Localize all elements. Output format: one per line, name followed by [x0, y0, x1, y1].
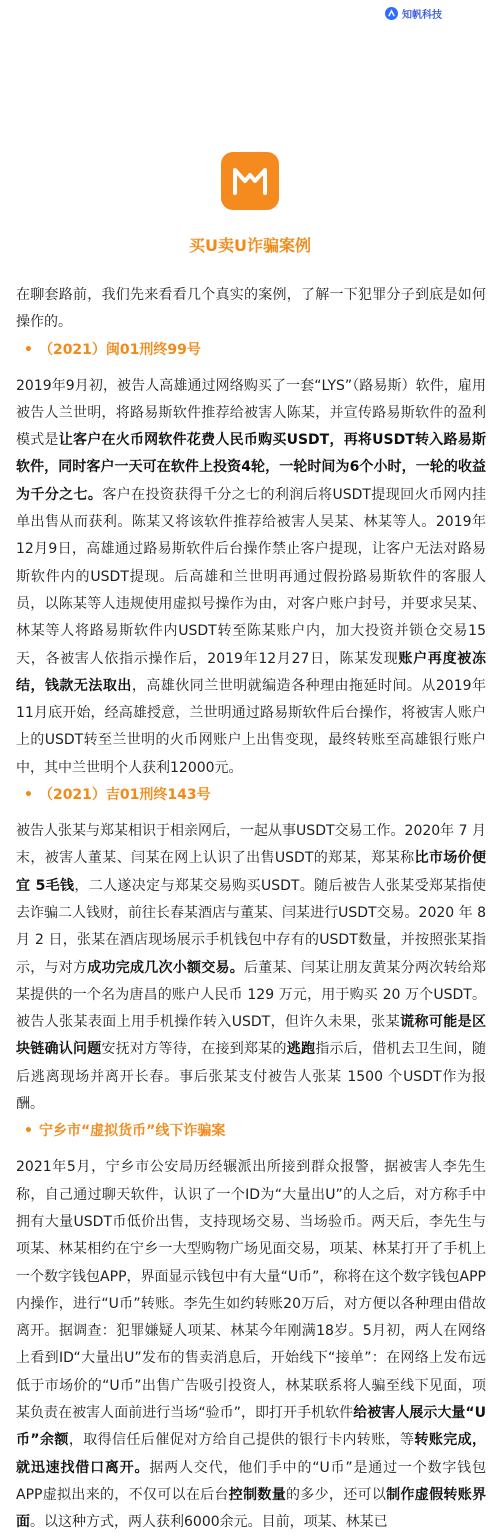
- brand-logo-icon: [385, 7, 398, 20]
- case-heading-2: • （2021）吉01刑终143号: [24, 787, 211, 804]
- case-paragraph-3: 2021年5月，宁乡市公安局历经辗派出所接到群众报警，据被害人李先生称，自己通过聊天软件，认识了一个ID为“大量出U”的人之后，对方称手中拥有大量USDT币低价出售，支持现场交易、当场验币。两天后，李先生与项某、林某相约在宁乡一大型购物广场见面交易，项某、林某打开了手机上一个数字钱包APP，界面显示钱包中有大量“U币”，称将在这个数字钱包APP内操作，进行“U币”转账。李先生如约转账20万后，对方便以各种理由借故离开。据调查：犯罪嫌疑人项某、林某今年刚满18岁。5月初，两人在网络上看到ID“大量出U”发布的售卖消息后，开始线下“接单”：在网络上发布远低于市场价的“U币”出售广告吸引投资人，林某联系将人骗至线下见面，项某负责在被害人面前进行当场“验币”，即打开手机软件给被害人展示大量“U币”余额，取得信任后催促对方给自己提供的银行卡内转账，等转账完成，就迅速找借口离开。据两人交代，他们手中的“U币”是通过一个数字钱包APP虚拟出来的，不仅可以在后台控制数量的多少，还可以制作虚假转账界面。以这种方式，两人获利6000余元。目前，项某、林某已: [16, 1159, 487, 1531]
- brand-name: 知帆科技: [402, 9, 442, 21]
- case-heading-1: • （2021）闽01刑终99号: [24, 341, 201, 358]
- brand: [385, 6, 442, 20]
- top-bar: [0, 0, 500, 28]
- intro-paragraph: 在聊套路前，我们先来看看几个真实的案例，了解一下犯罪分子到底是如何操作的。: [16, 287, 486, 331]
- article-body: [16, 282, 486, 1536]
- case-paragraph-1: 2019年9月初，被告人高雄通过网络购买了一套“LYS”（路易斯）软件，雇用被告人兰世明，将路易斯软件推荐给被害人陈某，并宣传路易斯软件的盈利模式是让客户在火币网软件花费人民币购买USDT，再将USDT转入路易斯软件，同时客户一天可在软件上投资4轮，一轮时间为6个小时，一轮的收益为千分之七。客户在投资获得千分之七的利润后将USDT提现回火币网内挂单出售从而获利。陈某又将该软件推荐给被害人吴某、林某等人。2019年12月9日，高雄通过路易斯软件后台操作禁止客户提现，让客户无法对路易斯软件内的USDT提现。后高雄和兰世明再通过假扮路易斯软件的客服人员，以陈某等人违规使用虚拟号操作为由，对客户账户封号，并要求吴某、林某等人将路易斯软件内USDT转至陈某账户内，加大投资并锁仓交易15天，各被害人依指示操作后，2019年12月27日，陈某发现账户再度被冻结，钱款无法取出，高雄伙同兰世明就编造各种理由拖延时间。从2019年11月底开始，经高雄授意，兰世明通过路易斯软件后台操作，将被害人账户上的USDT转至兰世明的火币网账户上出售变现，最终转账至高雄银行账户中，其中兰世明个人获利12000元。: [16, 377, 487, 776]
- case-heading-3: • 宁乡市“虚拟货币”线下诈骗案: [24, 1123, 226, 1140]
- page-title: 买U卖U诈骗案例: [189, 236, 311, 255]
- case-paragraph-2: 被告人张某与郑某相识于相亲网后，一起从事USDT交易工作。2020年 7 月末，被害人董某、闫某在网上认识了出售USDT的郑某，郑某称比市场价便宜 5毛钱，二人遂决定与郑某交易购买USDT。随后被告人张某受郑某指使去诈骗二人钱财，前往长春某酒店与董某、闫某进行USDT交易。2020 年 8 月 2 日，张某在酒店现场展示手机钱包中存有的USDT数量，并按照张某指示，与对方成功完成几次小额交易。后董某、闫某让朋友黄某分两次转给郑某提供的一个名为唐昌的账户人民币 129 万元，用于购买 20 万个USDT。被告人张某表面上用手机操作转入USDT，但许久未果，张某谎称可能是区块链确认问题安抚对方等待，在接到郑某的逃跑指示后，借机去卫生间，随后逃离现场并离开长春。事后张某支付被告人张某 1500 个USDT作为报酬。: [16, 823, 487, 1113]
- app-logo-icon: [221, 152, 279, 210]
